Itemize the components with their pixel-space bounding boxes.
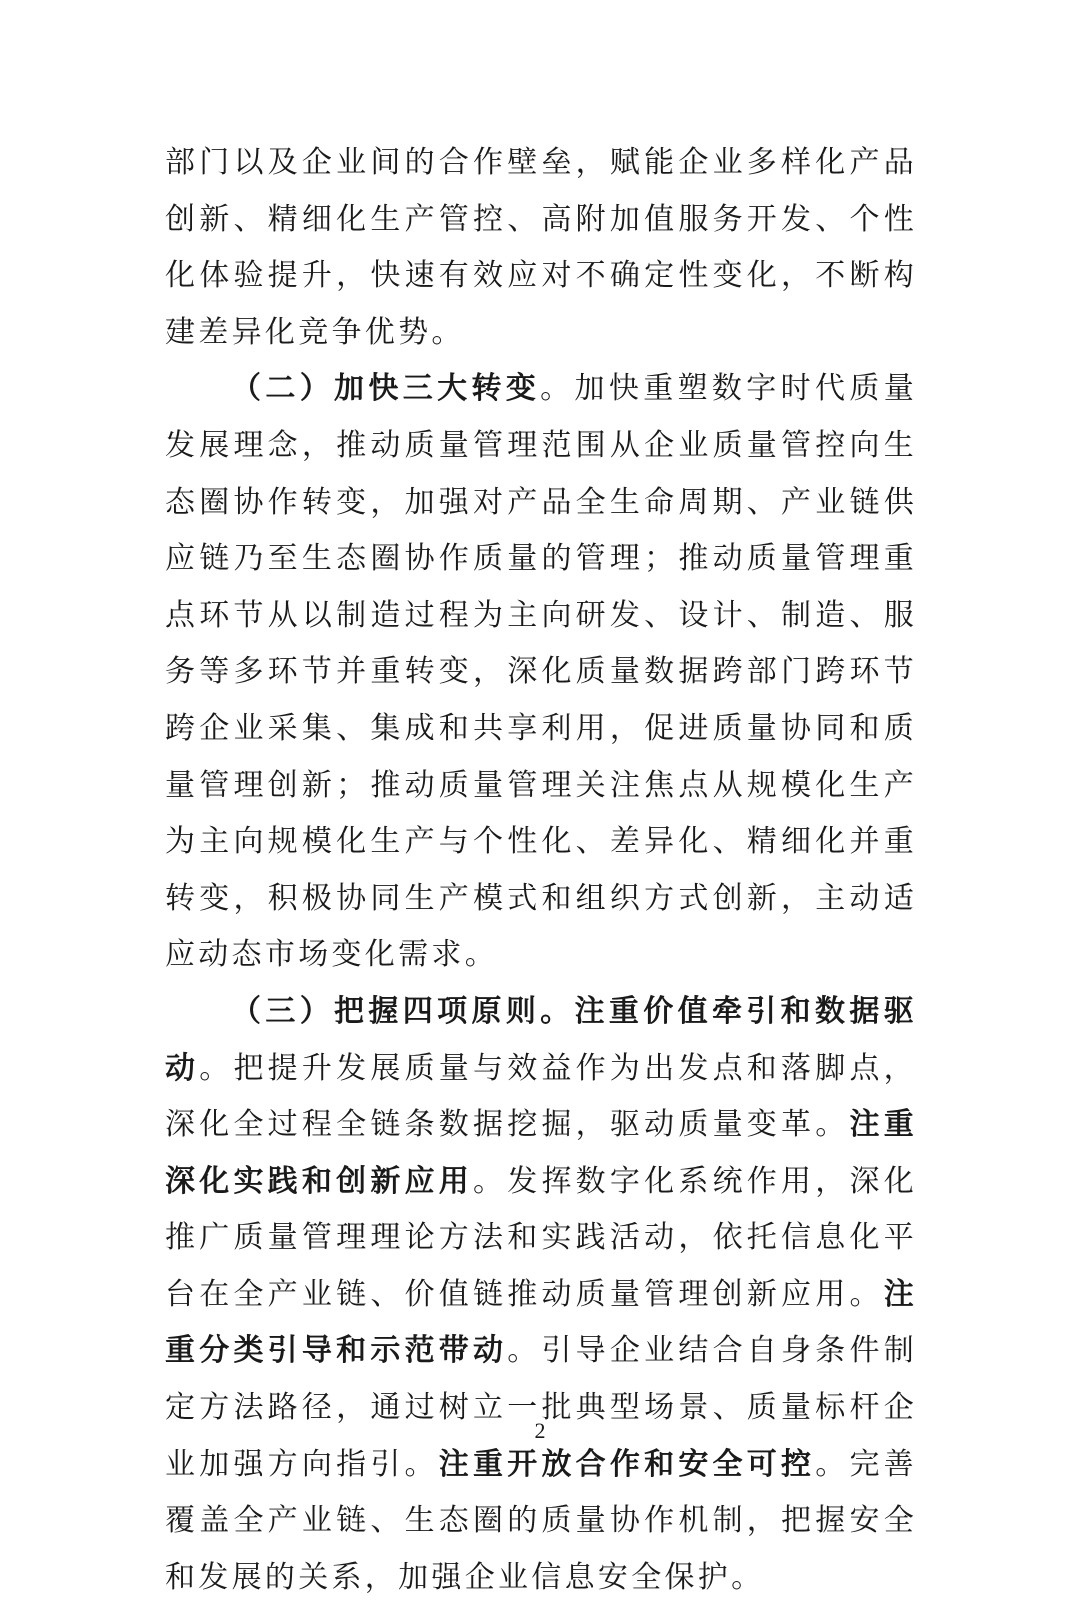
principle-text-1: 。把提升发展质量与效益作为出发点和落脚点，深化全过程全链条数据挖掘，驱动质量变革。 — [165, 1050, 917, 1143]
section-heading-two: （二）加快三大转变 — [231, 371, 541, 407]
principle-text-2: 。发挥数字化系统作用，深化推广质量管理理论方法和实践活动，依托信息化平台在全产业链、价值链推动质量管理创新应用。 — [165, 1163, 917, 1312]
section-heading-three: （三）把握四项原则。 — [231, 993, 575, 1029]
principle-title-4: 注重开放合作和安全可控 — [438, 1446, 816, 1482]
paragraph-three-transformations — [165, 361, 917, 984]
paragraph-four-principles — [165, 984, 917, 1606]
paragraph-text: 部门以及企业间的合作壁垒，赋能企业多样化产品创新、精细化生产管控、高附加值服务开发、个性化体验提升，快速有效应对不确定性变化，不断构建差异化竞争优势。 — [165, 145, 917, 350]
principle-title-3: 注重分类引导和示范带动 — [165, 1276, 917, 1369]
page-number: 2 — [534, 1418, 546, 1443]
paragraph-continuation — [165, 135, 917, 361]
principle-text-3: 。引导企业结合自身条件制定方法路径，通过树立一批典型场景、质量标杆企业加强方向指引。 — [165, 1333, 917, 1482]
document-body — [165, 135, 917, 1606]
principle-title-1: 注重价值牵引和数据驱动 — [165, 993, 918, 1086]
paragraph-text: 。加快重塑数字时代质量发展理念，推动质量管理范围从企业质量管控向生态圈协作转变，加强对产品全生命周期、产业链供应链乃至生态圈协作质量的管理；推动质量管理重点环节从以制造过程为主向研发、设计、制造、服务等多环节并重转变，深化质量数据跨部门跨环节跨企业采集、集成和共享利用，促进质量协同和质量管理创新；推动质量管理关注焦点从规模化生产为主向规模化生产与个性化、差异化、精细化并重转变，积极协同生产模式和组织方式创新，主动适应动态市场变化需求。 — [165, 371, 917, 973]
principle-text-4: 。完善覆盖全产业链、生态圈的质量协作机制，把握安全和发展的关系，加强企业信息安全保护。 — [165, 1446, 917, 1595]
principle-title-2: 注重深化实践和创新应用 — [165, 1107, 917, 1199]
